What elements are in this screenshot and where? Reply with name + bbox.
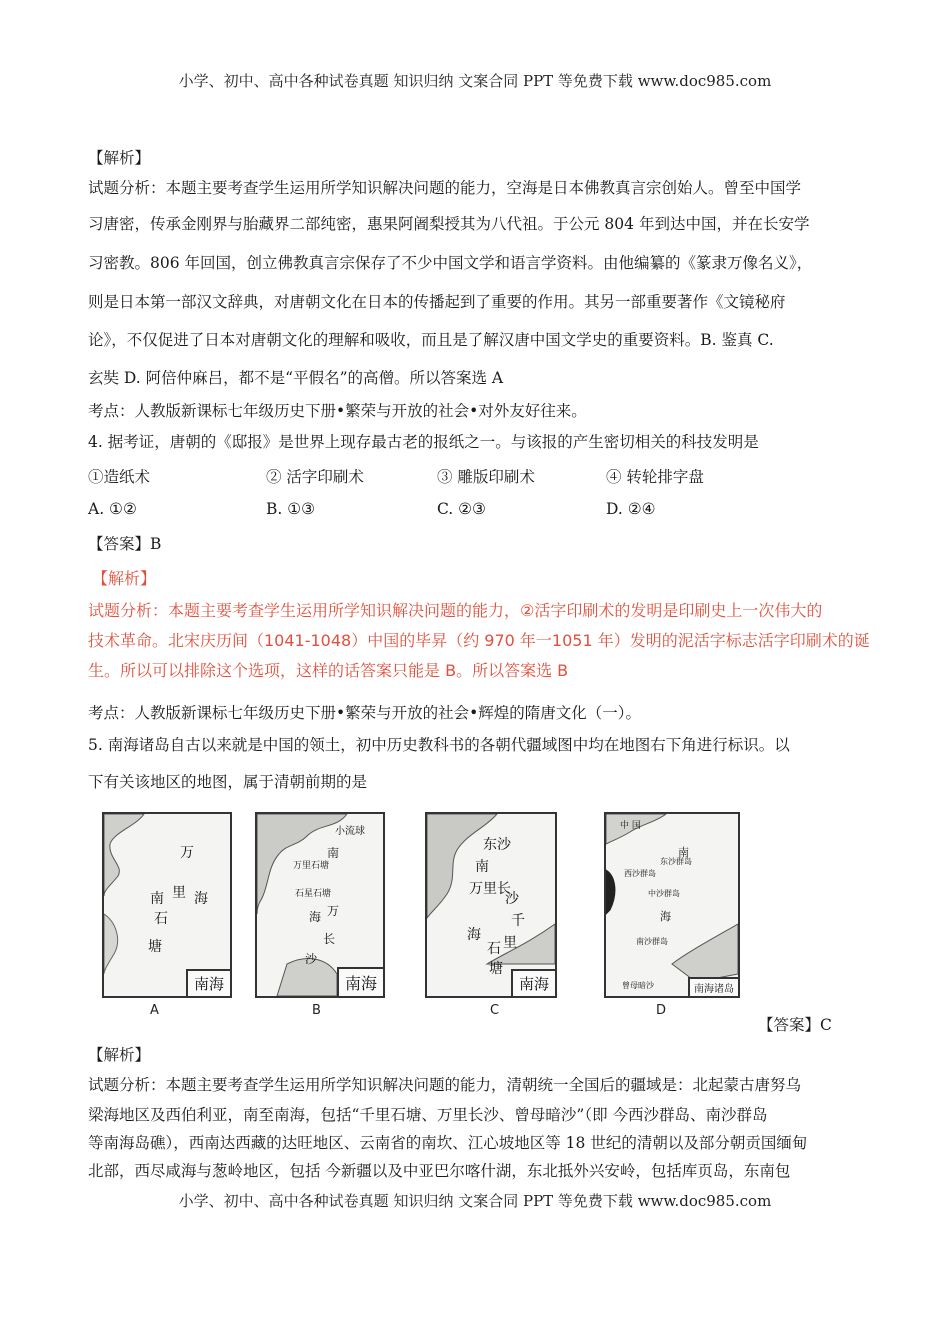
q4-item-4: ④ 转轮排字盘: [606, 468, 704, 486]
q5-line-3: 等南海岛礁），西南达西藏的达旺地区、云南省的南坎、江心坡地区等 18 世纪的清朝以及部分朝贡国缅甸: [88, 1134, 808, 1152]
map-d-label: 中 国: [620, 821, 641, 831]
q4-red-line-1: 试题分析：本题主要考查学生运用所学知识解决问题的能力，②活字印刷术的发明是印刷史上一次伟大的: [88, 601, 823, 620]
map-a-label: 塘: [148, 939, 162, 955]
q3-line-5: 论》，不仅促进了日本对唐朝文化的理解和吸收，而且是了解汉唐中国文学史的重要资料。B. 鉴真 C.: [88, 331, 774, 349]
map-c-inset: 南海: [511, 969, 555, 996]
q3-line-6: 玄奘 D. 阿倍仲麻吕，都不是“平假名”的高僧。所以答案选 A: [88, 369, 504, 387]
map-a-label: 里: [172, 885, 186, 901]
q5-question-line-1: 5. 南海诸岛自古以来就是中国的领土，初中历史教科书的各朝代疆域图中均在地图右下角进行标识。以: [88, 736, 790, 754]
map-c-label: 石: [487, 941, 501, 957]
q4-item-2: ② 活字印刷术: [266, 468, 364, 486]
map-d-label: 中沙群岛: [648, 889, 680, 898]
map-b-label: 小流球: [335, 826, 365, 837]
map-d-caption: D: [656, 1003, 667, 1018]
map-c-label: 东沙: [483, 837, 511, 853]
map-b-label: 万: [327, 904, 340, 918]
q5-line-1: 试题分析：本题主要考查学生运用所学知识解决问题的能力，清朝统一全国后的疆域是：北起蒙古唐努乌: [88, 1076, 802, 1094]
map-a-label: 石: [154, 911, 168, 927]
q3-kaodian: 考点：人教版新课标七年级历史下册•繁荣与开放的社会•对外友好往来。: [88, 402, 587, 420]
map-b-label: 万里石塘: [293, 861, 330, 871]
q5-jiexi-label: 【解析】: [88, 1046, 151, 1064]
map-c-label: 海: [467, 927, 481, 943]
q3-line-3: 习密教。806 年回国，创立佛教真言宗保存了不少中国文学和语言学资料。由他编纂的《篆隶万像名义》，: [88, 254, 813, 272]
q4-answer: 【答案】B: [88, 535, 162, 553]
map-a-label: 万: [180, 845, 194, 861]
q4-item-3: ③ 雕版印刷术: [437, 468, 535, 486]
q4-option-a: A. ①②: [88, 500, 137, 518]
map-a: [102, 812, 232, 998]
q4-red-line-3: 生。所以可以排除这个选项，这样的话答案只能是 B。所以答案选 B: [88, 661, 569, 680]
map-d-label: 南: [678, 846, 689, 859]
map-c-caption: C: [490, 1003, 500, 1018]
map-b-inset: 南海: [337, 967, 383, 996]
map-c-label: 塘: [489, 961, 503, 977]
map-d: [604, 812, 740, 998]
q5-answer: 【答案】C: [758, 1016, 832, 1034]
q3-line-1: 试题分析：本题主要考查学生运用所学知识解决问题的能力，空海是日本佛教真言宗创始人。曾至中国学: [88, 179, 802, 197]
map-c-label: 南: [475, 859, 489, 875]
map-b-label: 南: [327, 846, 340, 860]
page-footer: 小学、初中、高中各种试卷真题 知识归纳 文案合同 PPT 等免费下载 www.doc985.com: [178, 1192, 772, 1210]
map-a-inset: 南海: [186, 969, 230, 996]
map-d-label: 西沙群岛: [624, 869, 656, 878]
map-b: [255, 812, 385, 998]
q4-jiexi-label: 【解析】: [92, 569, 157, 588]
q3-jiexi-label: 【解析】: [88, 149, 151, 167]
map-b-label: 沙: [305, 952, 318, 966]
q3-line-2: 习唐密，传承金刚界与胎藏界二部纯密，惠果阿阇梨授其为八代祖。于公元 804 年到达中国，并在长安学: [88, 215, 810, 233]
q4-option-b: B. ①③: [266, 500, 316, 518]
map-c: [425, 812, 557, 998]
page-header: 小学、初中、高中各种试卷真题 知识归纳 文案合同 PPT 等免费下载 www.doc985.com: [178, 72, 772, 90]
q4-option-c: C. ②③: [437, 500, 486, 518]
map-d-coastline: [606, 814, 738, 996]
map-d-label: 海: [660, 910, 671, 923]
q4-question: 4. 据考证，唐朝的《邸报》是世界上现存最古老的报纸之一。与该报的产生密切相关的科技发明是: [88, 433, 759, 451]
map-c-label: 沙: [505, 891, 519, 907]
map-b-label: 海: [309, 910, 322, 924]
q4-red-line-2: 技术革命。北宋庆历间（1041-1048）中国的毕昇（约 970 年一1051 年）发明的泥活字标志活字印刷术的诞: [88, 631, 870, 650]
map-b-label: 长: [323, 932, 336, 946]
q5-line-2: 梁海地区及西伯利亚，南至南海，包括“千里石塘、万里长沙、曾母暗沙”（即 今西沙群岛、南沙群岛: [88, 1106, 768, 1124]
q4-item-1: ①造纸术: [88, 468, 151, 486]
map-c-label: 万里长: [469, 881, 511, 897]
map-a-label: 南: [150, 891, 164, 907]
map-a-label: 海: [194, 891, 208, 907]
map-d-label: 东沙群岛: [660, 857, 692, 866]
q5-line-4: 北部，西尽咸海与葱岭地区，包括 今新疆以及中亚巴尔喀什湖，东北抵外兴安岭，包括库页岛，东南包: [88, 1162, 791, 1180]
map-a-caption: A: [150, 1003, 159, 1018]
map-b-caption: B: [312, 1003, 321, 1018]
map-b-label: 石星石塘: [295, 889, 332, 899]
map-c-label: 千: [511, 913, 525, 929]
map-d-label: 曾母暗沙: [622, 981, 654, 990]
map-d-inset: 南海诸岛: [688, 977, 738, 996]
q4-option-d: D. ②④: [606, 500, 656, 518]
q3-line-4: 则是日本第一部汉文辞典，对唐朝文化在日本的传播起到了重要的作用。其另一部重要著作《文镜秘府: [88, 293, 786, 311]
map-d-label: 南沙群岛: [636, 937, 668, 946]
map-c-label: 里: [503, 935, 517, 951]
q5-question-line-2: 下有关该地区的地图，属于清朝前期的是: [88, 773, 368, 791]
q4-kaodian: 考点：人教版新课标七年级历史下册•繁荣与开放的社会•辉煌的隋唐文化（一）。: [88, 704, 642, 722]
